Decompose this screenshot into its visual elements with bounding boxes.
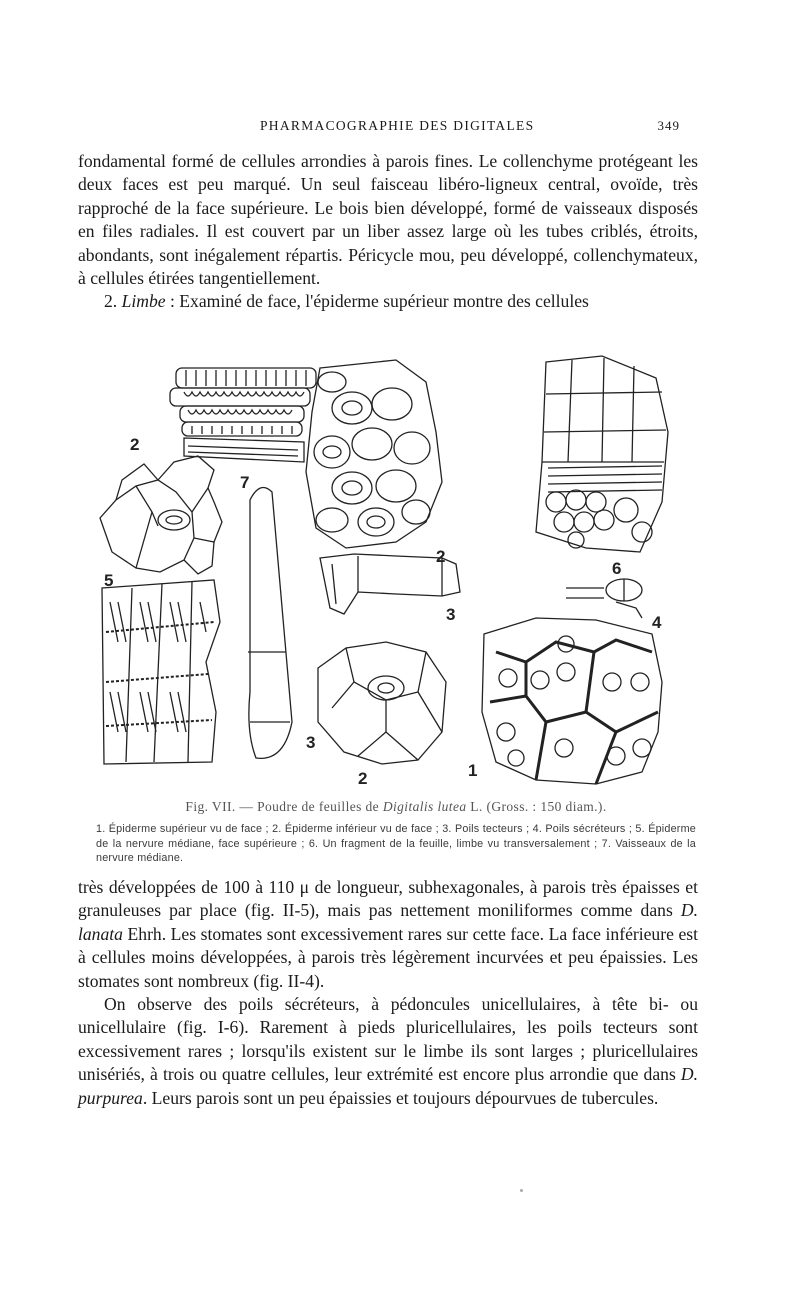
species-name: D. lanata [78, 900, 698, 944]
section-number: 2. [104, 291, 118, 312]
species-name: D. purpurea [78, 1064, 698, 1108]
upper-epidermis-drawing [306, 360, 442, 548]
section-term: Limbe [121, 291, 166, 312]
paragraph-continuation [78, 876, 698, 993]
figure-label: 2 [436, 547, 446, 566]
section-text: : Examiné de face, l'épiderme supérieur montre des cellules [165, 291, 589, 312]
figure-drawing [96, 352, 676, 792]
page-header [78, 118, 678, 138]
body-text-bottom [78, 876, 698, 1110]
upper-epidermis-midrib-block [536, 356, 668, 552]
paragraph-text: On observe des poils sécréteurs, à pédoncules unicellulaires, à tête bi- ou unicellulaire (fig. I-6). Rarement à pieds pluricellulaires, les poils tecteurs sont excessivement rares ; lorsqu'ils existent sur le limbe ils sont larges ; pluricellulaires unisériés, à trois ou quatre cellules, leur extrémité est encore plus arrondie que dans [78, 994, 698, 1085]
figure-label: 4 [652, 613, 662, 632]
paragraph-text: . Leurs parois sont un peu épaissies et toujours dépourvues de tubercules. [142, 1087, 659, 1108]
caption-prefix: Fig. VII. — Poudre de feuilles de [185, 799, 383, 814]
figure-legend: 1. Épiderme supérieur vu de face ; 2. Épiderme inférieur vu de face ; 3. Poils tecteurs ; 4. Poils sécréteurs ; 5. Épiderme de la nervure médiane, face supérieure ; 6. Un fragment de la feuille, limbe vu transversalement ; 7. Vaisseaux de la nervure médiane. [96, 823, 696, 864]
paragraph-text: Ehrh. Les stomates sont excessivement rares sur cette face. La face inférieure est à cellules moins développées, à parois très légèrement incurvées et peu épaissies. Les stomates sont nombreux (fig. II-4). [78, 923, 698, 991]
figure-label: 2 [130, 435, 140, 454]
secretory-hairs-drawing [482, 618, 662, 784]
figure-label: 1 [468, 761, 478, 780]
figure-label: 5 [104, 571, 114, 590]
figure-label: 6 [612, 559, 622, 578]
figure-label: 3 [446, 605, 456, 624]
page-speck [520, 1189, 523, 1192]
figure-label: 7 [240, 473, 250, 492]
paragraph-text: très développées de 100 à 110 μ de longueur, subhexagonales, à parois très épaisses et granuleuses par place (fig. II-5), mais pas nettement moniliformes comme dans [78, 877, 698, 921]
limbe-paragraph-start [78, 290, 698, 313]
figure-label: 2 [358, 769, 368, 788]
caption-suffix: L. (Gross. : 150 diam.). [466, 799, 607, 814]
paragraph: fondamental formé de cellules arrondies à parois fines. Le collenchyme protégeant les deux faces est peu marqué. Un seul faisceau libéro-ligneux central, ovoïde, très rapproché de la face supérieure. Le bois bien développé, formé de vaisseaux disposés en files radiales. Il est couvert par un liber assez large où les tubes criblés, étroits, abondants, sont inégalement répartis. Péricycle mou, peu développé, collenchymateux, à cellules étirées tangentiellement. [78, 151, 698, 289]
running-title: PHARMACOGRAPHIE DES DIGITALES [260, 118, 535, 133]
body-text-top [78, 150, 698, 314]
vessels-drawing [170, 368, 316, 462]
paragraph [78, 993, 698, 1110]
lower-epidermis-bottom [318, 642, 446, 764]
figure-label: 3 [306, 733, 316, 752]
trichome-drawing [248, 488, 292, 759]
glandular-hair [566, 579, 642, 618]
figure-caption-title [96, 799, 696, 815]
midrib-epidermis-drawing [102, 580, 220, 764]
caption-species: Digitalis lutea [382, 799, 467, 814]
botanical-figure [96, 352, 676, 792]
page-number: 349 [657, 118, 680, 133]
lower-epidermis-drawing [100, 456, 222, 574]
